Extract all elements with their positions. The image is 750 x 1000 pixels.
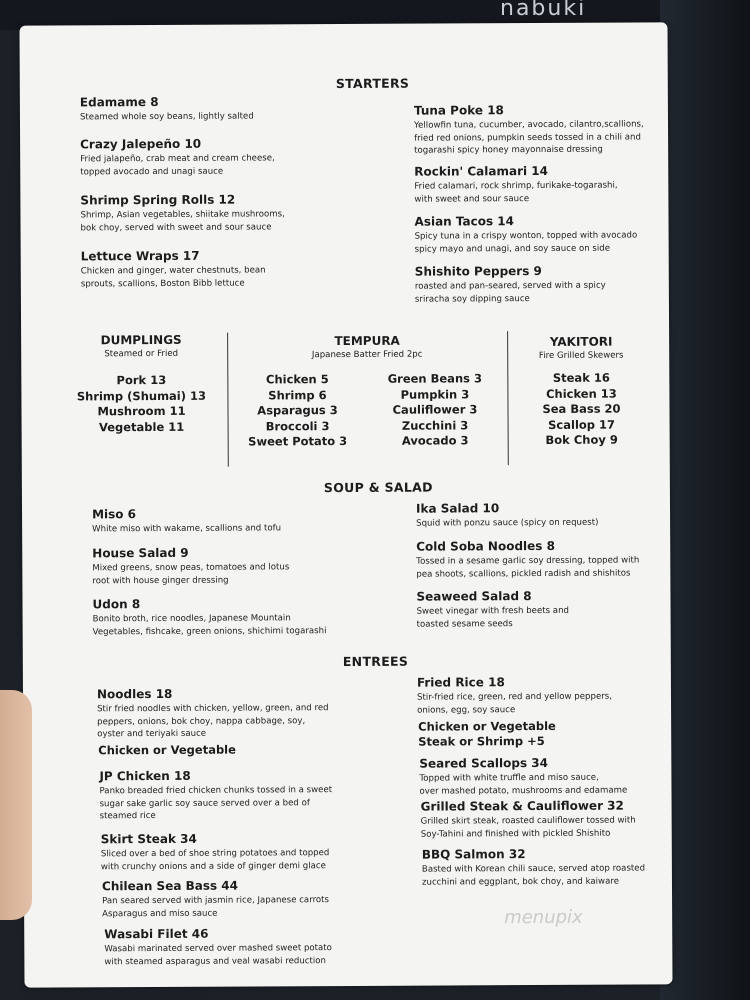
item-title: House Salad 9 xyxy=(92,545,189,561)
fried-rice-option: Chicken or Vegetable xyxy=(418,718,556,734)
item-description: Yellowfin tuna, cucumber, avocado, cilantro,scallions, fried red onions, pumpkin seeds tossed in a chili and togarashi spicy honey mayonnaise dressing xyxy=(413,119,644,156)
dumpling-item: Mushroom 11 xyxy=(97,403,186,419)
dumplings-section xyxy=(71,333,212,436)
item-description: Panko breaded fried chicken chunks tossed in a sweet sugar sake garlic soy sauce served over a bed of steamed rice xyxy=(99,785,333,822)
menu-item xyxy=(417,675,612,717)
item-title: Rockin' Calamari 14 xyxy=(414,163,549,179)
menu-item xyxy=(81,248,266,290)
tempura-item: Pumpkin 3 xyxy=(400,386,470,402)
item-description: Steamed whole soy beans, lightly salted xyxy=(79,111,254,123)
column-divider xyxy=(227,333,229,467)
menu-item xyxy=(101,831,330,873)
item-description: Sweet vinegar with fresh beets and toasted sesame seeds xyxy=(416,605,569,630)
item-title: Asian Tacos 14 xyxy=(414,214,515,229)
menu-item xyxy=(419,756,627,798)
item-title: Wasabi Filet 46 xyxy=(104,926,209,942)
soup-salad-heading: SOUP & SALAD xyxy=(323,479,433,496)
item-description: roasted and pan-seared, served with a spicy sriracha soy dipping sauce xyxy=(414,280,606,305)
item-description: Shrimp, Asian vegetables, shiitake mushrooms, bok choy, served with sweet and sour sauce xyxy=(80,209,285,233)
item-title: Tuna Poke 18 xyxy=(413,103,504,118)
menu-item xyxy=(422,846,645,888)
item-title: Skirt Steak 34 xyxy=(100,831,197,847)
menu-item xyxy=(414,164,618,206)
tempura-item: Broccoli 3 xyxy=(265,418,330,433)
item-title: JP Chicken 18 xyxy=(99,768,191,784)
menu-item xyxy=(80,136,275,178)
brand-logo: nabuki xyxy=(500,0,587,21)
menu-item xyxy=(80,192,285,234)
yakitori-item: Scallop 17 xyxy=(548,417,616,432)
item-title: Miso 6 xyxy=(92,507,137,522)
item-title: Noodles 18 xyxy=(96,686,173,702)
item-description: Pan seared served with jasmin rice, Japanese carrots Asparagus and miso sauce xyxy=(102,895,330,919)
menu-item xyxy=(97,686,329,741)
item-title: Ika Salad 10 xyxy=(415,501,500,516)
item-description: Stir fried noodles with chicken, yellow, green, and red peppers, onions, bok choy, nappa cabbage, soy, oyster and teriyaki sauce xyxy=(97,703,329,740)
menu-item xyxy=(414,213,637,255)
dumplings-subtitle: Steamed or Fried xyxy=(104,348,179,360)
item-title: Grilled Steak & Cauliflower 32 xyxy=(420,798,624,814)
item-title: Shrimp Spring Rolls 12 xyxy=(80,192,236,208)
yakitori-item: Bok Choy 9 xyxy=(545,432,618,447)
item-title: Chilean Sea Bass 44 xyxy=(101,878,239,894)
item-description: Spicy tuna in a crispy wonton, topped with avocado spicy mayo and unagi, and soy sauce on side xyxy=(414,230,638,255)
item-description: Fried calamari, rock shrimp, furikake-togarashi, with sweet and sour sauce xyxy=(414,180,618,205)
item-description: Topped with white truffle and miso sauce, over mashed potato, mushrooms and edamame xyxy=(419,772,628,797)
menu-item xyxy=(102,878,329,920)
dumpling-item: Pork 13 xyxy=(116,372,167,388)
menu-item xyxy=(416,501,599,530)
entrees-heading: ENTREES xyxy=(342,653,409,670)
yakitori-item: Sea Bass 20 xyxy=(542,401,621,416)
menu-item xyxy=(414,102,644,157)
item-title: Cold Soba Noodles 8 xyxy=(416,538,555,554)
menu-item xyxy=(416,538,639,580)
tempura-item: Cauliflower 3 xyxy=(392,402,478,417)
menu-item xyxy=(92,506,281,535)
menu-item xyxy=(421,798,636,840)
fried-rice-option: Steak or Shrimp +5 xyxy=(418,733,545,749)
tempura-item: Avocado 3 xyxy=(401,433,469,448)
tempura-item: Green Beans 3 xyxy=(387,371,483,386)
dumplings-heading: DUMPLINGS xyxy=(100,332,182,348)
watermark: menupix xyxy=(504,906,583,929)
yakitori-item: Chicken 13 xyxy=(546,386,617,401)
thumb xyxy=(0,690,32,920)
menu-item xyxy=(99,768,332,823)
tempura-item: Sweet Potato 3 xyxy=(248,433,348,449)
menu-item xyxy=(416,589,569,631)
menu-page xyxy=(19,22,672,987)
item-description: Tossed in a sesame garlic soy dressing, topped with pea shoots, scallions, pickled radish and shishitos xyxy=(416,555,640,580)
item-description: Bonito broth, rice noodles, Japanese Mountain Vegetables, fishcake, green onions, shichimi togarashi xyxy=(92,613,327,637)
item-description: Chicken and ginger, water chestnuts, bean sprouts, scallions, Boston Bibb lettuce xyxy=(80,265,266,289)
item-title: Lettuce Wraps 17 xyxy=(80,248,200,264)
noodles-option: Chicken or Vegetable xyxy=(98,742,236,758)
dumpling-item: Vegetable 11 xyxy=(98,419,185,434)
tempura-item: Chicken 5 xyxy=(265,372,329,387)
column-divider xyxy=(507,331,509,465)
tempura-subtitle: Japanese Batter Fried 2pc xyxy=(311,349,423,361)
item-description: Grilled skirt steak, roasted cauliflower tossed with Soy-Tahini and finished with pickled Shishito xyxy=(420,815,636,840)
item-description: Squid with ponzu sauce (spicy on request) xyxy=(416,517,599,529)
menu-item xyxy=(104,926,332,968)
tempura-heading: TEMPURA xyxy=(334,333,400,349)
tempura-item: Zucchini 3 xyxy=(401,417,469,433)
item-description: Fried jalapeño, crab meat and cream cheese, topped avocado and unagi sauce xyxy=(80,153,275,177)
item-title: Udon 8 xyxy=(92,597,141,612)
item-description: Stir-fried rice, green, red and yellow peppers, onions, egg, soy sauce xyxy=(416,691,613,716)
menu-item xyxy=(415,264,606,306)
item-description: White miso with wakame, scallions and tofu xyxy=(92,523,282,535)
menu-item xyxy=(80,94,254,123)
item-description: Sliced over a bed of shoe string potatoes and topped with crunchy onions and a side of ginger demi glace xyxy=(100,848,330,872)
menu-item xyxy=(92,596,326,638)
item-description: Mixed greens, snow peas, tomatoes and lotus root with house ginger dressing xyxy=(92,562,290,586)
yakitori-heading: YAKITORI xyxy=(549,334,613,349)
tempura-item: Shrimp 6 xyxy=(268,387,327,402)
yakitori-item: Steak 16 xyxy=(552,370,610,385)
item-title: Seaweed Salad 8 xyxy=(416,589,532,604)
dumpling-item: Shrimp (Shumai) 13 xyxy=(76,388,207,403)
item-description: Wasabi marinated served over mashed sweet potato with steamed asparagus and veal wasabi reduction xyxy=(104,943,332,967)
item-title: Fried Rice 18 xyxy=(416,675,505,690)
yakitori-section xyxy=(521,334,642,448)
tempura-item: Asparagus 3 xyxy=(257,403,338,418)
tempura-section xyxy=(237,333,498,450)
item-title: BBQ Salmon 32 xyxy=(421,847,526,862)
menu-item xyxy=(92,545,289,587)
item-description: Basted with Korean chili sauce, served atop roasted zucchini and eggplant, bok choy, and kaiware xyxy=(421,863,646,888)
item-title: Seared Scallops 34 xyxy=(419,755,549,771)
binder-right-edge xyxy=(660,0,750,1000)
yakitori-subtitle: Fire Grilled Skewers xyxy=(538,350,624,361)
item-title: Edamame 8 xyxy=(79,94,159,110)
item-title: Shishito Peppers 9 xyxy=(414,263,542,279)
item-title: Crazy Jalepeño 10 xyxy=(80,136,202,152)
starters-heading: STARTERS xyxy=(335,75,410,92)
